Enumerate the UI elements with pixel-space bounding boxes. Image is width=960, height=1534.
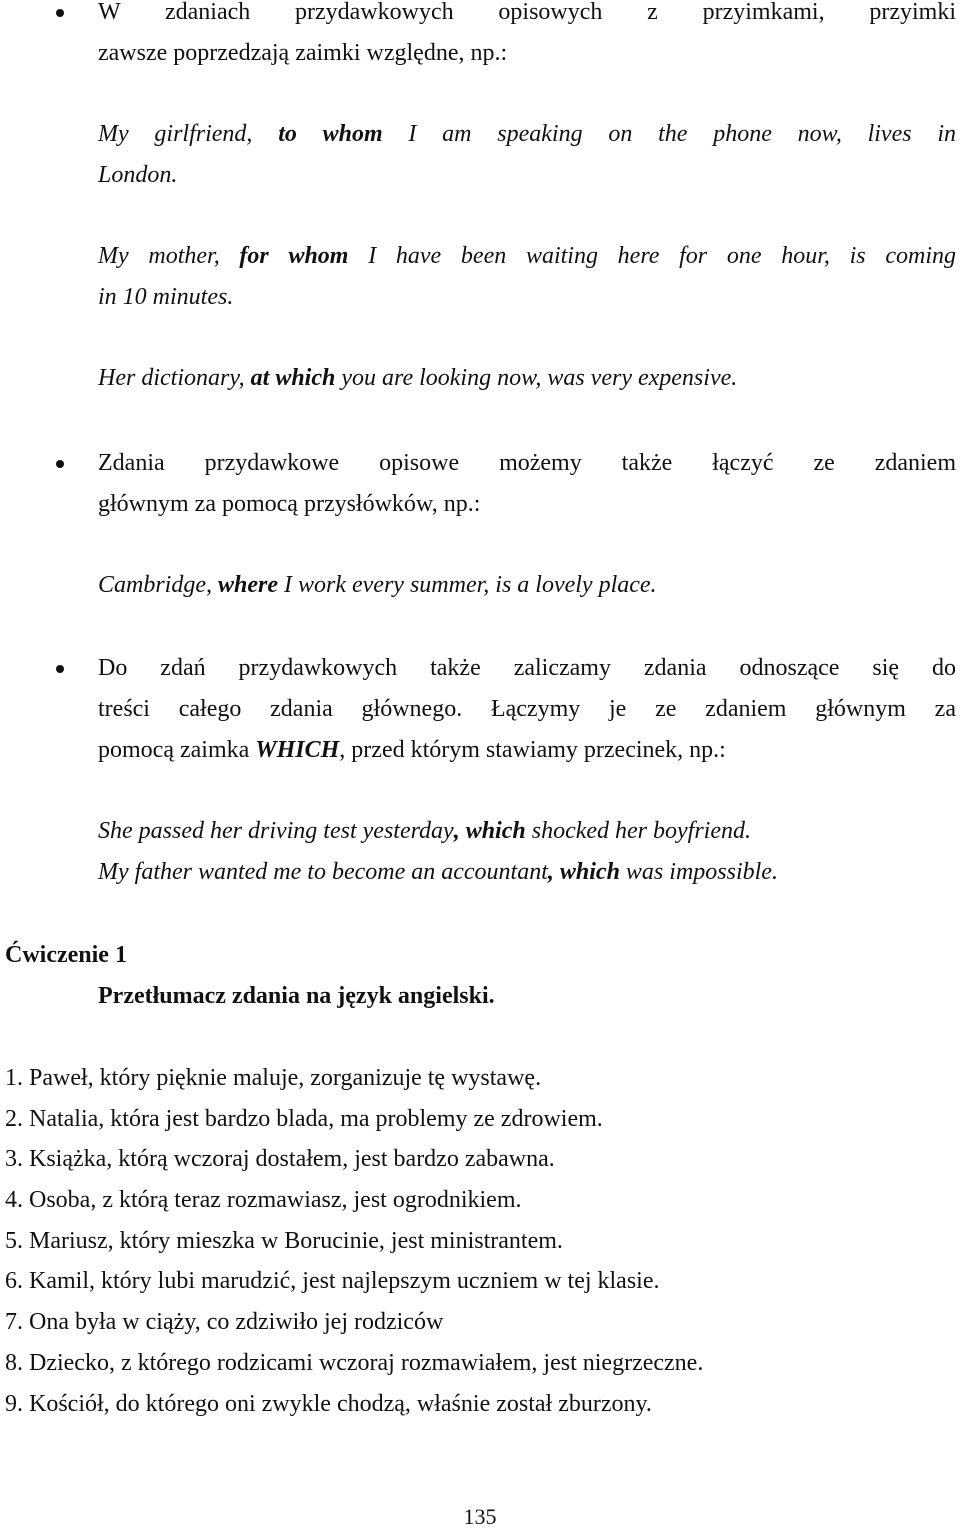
example-2-line-2: in 10 minutes. <box>98 284 234 310</box>
bullet-2-line-1: Zdania przydawkowe opisowe możemy także łączyć ze zdaniem <box>98 450 956 476</box>
example-keyword: at which <box>250 365 336 391</box>
bullet-3-text: , przed którym stawiamy przecinek, np.: <box>339 737 726 763</box>
bullet-paragraph-2 <box>98 443 956 525</box>
bullet-3-line-3 <box>98 730 956 771</box>
example-text: My father wanted me to become an accountant <box>98 859 548 885</box>
bullet-paragraph-3 <box>98 648 956 771</box>
list-item: 3. Książka, którą wczoraj dostałem, jest bardzo zabawna. <box>5 1146 555 1173</box>
example-keyword: where <box>218 572 278 598</box>
bullet-dot-icon <box>56 460 64 468</box>
bullet-dot-icon <box>56 665 64 673</box>
exercise-instruction: Przetłumacz zdania na język angielski. <box>98 983 495 1009</box>
example-sentence-5 <box>98 811 958 852</box>
example-text: Her dictionary, <box>98 365 251 391</box>
example-1-line-1 <box>98 114 956 155</box>
example-text: My girlfriend, <box>98 121 279 147</box>
bullet-paragraph-1 <box>98 0 956 74</box>
example-sentence-3 <box>98 358 958 399</box>
bullet-3-text: pomocą zaimka <box>98 737 256 763</box>
page-number: 135 <box>463 1504 497 1529</box>
bullet-1-line-1: W zdaniach przydawkowych opisowych z przyimkami, przyimki <box>98 0 956 25</box>
example-sentence-4 <box>98 565 958 606</box>
example-sentence-2 <box>98 236 958 318</box>
example-sentence-6 <box>98 852 958 893</box>
example-text: I am speaking on the phone now, lives in <box>382 121 957 147</box>
bullet-3-line-2: treści całego zdania głównego. Łączymy je ze zdaniem głównym za <box>98 696 956 722</box>
example-text: shocked her boyfriend. <box>525 818 752 844</box>
list-item: 8. Dziecko, z którego rodzicami wczoraj rozmawiałem, jest niegrzeczne. <box>5 1349 704 1376</box>
example-2-line-1 <box>98 236 956 277</box>
list-item: 1. Paweł, który pięknie maluje, zorganizuje tę wystawę. <box>5 1065 542 1091</box>
example-text: She passed her driving test yesterday <box>98 818 454 844</box>
example-text: was impossible. <box>619 859 778 885</box>
example-text: My mother, <box>98 243 240 269</box>
list-item: 5. Mariusz, który mieszka w Borucinie, jest ministrantem. <box>5 1227 563 1254</box>
bullet-3-line-1: Do zdań przydawkowych także zaliczamy zdania odnoszące się do <box>98 655 956 681</box>
example-text: I work every summer, is a lovely place. <box>278 572 657 598</box>
example-text: Cambridge, <box>98 572 218 598</box>
example-text: you are looking now, was very expensive. <box>335 365 738 391</box>
example-keyword: , which <box>453 818 526 844</box>
which-keyword: WHICH <box>255 737 340 763</box>
list-item: 9. Kościół, do którego oni zwykle chodzą, właśnie został zburzony. <box>5 1390 652 1417</box>
bullet-1-line-2: zawsze poprzedzają zaimki względne, np.: <box>98 40 508 66</box>
example-text: I have been waiting here for one hour, is coming <box>348 243 956 269</box>
list-item: 6. Kamil, który lubi marudzić, jest najlepszym uczniem w tej klasie. <box>5 1268 660 1295</box>
example-keyword: to whom <box>278 121 383 147</box>
bullet-dot-icon <box>56 9 64 17</box>
bullet-2-line-2: głównym za pomocą przysłówków, np.: <box>98 491 481 517</box>
list-item: 2. Natalia, która jest bardzo blada, ma problemy ze zdrowiem. <box>5 1105 603 1132</box>
list-item: 4. Osoba, z którą teraz rozmawiasz, jest ogrodnikiem. <box>5 1187 522 1214</box>
example-keyword: for whom <box>239 243 349 269</box>
exercise-list <box>5 1058 703 1424</box>
example-keyword: , which <box>547 859 620 885</box>
example-1-line-2: London. <box>98 162 178 188</box>
example-sentence-1 <box>98 114 958 196</box>
list-item: 7. Ona była w ciąży, co zdziwiło jej rodziców <box>5 1309 444 1336</box>
exercise-title: Ćwiczenie 1 <box>5 942 127 968</box>
